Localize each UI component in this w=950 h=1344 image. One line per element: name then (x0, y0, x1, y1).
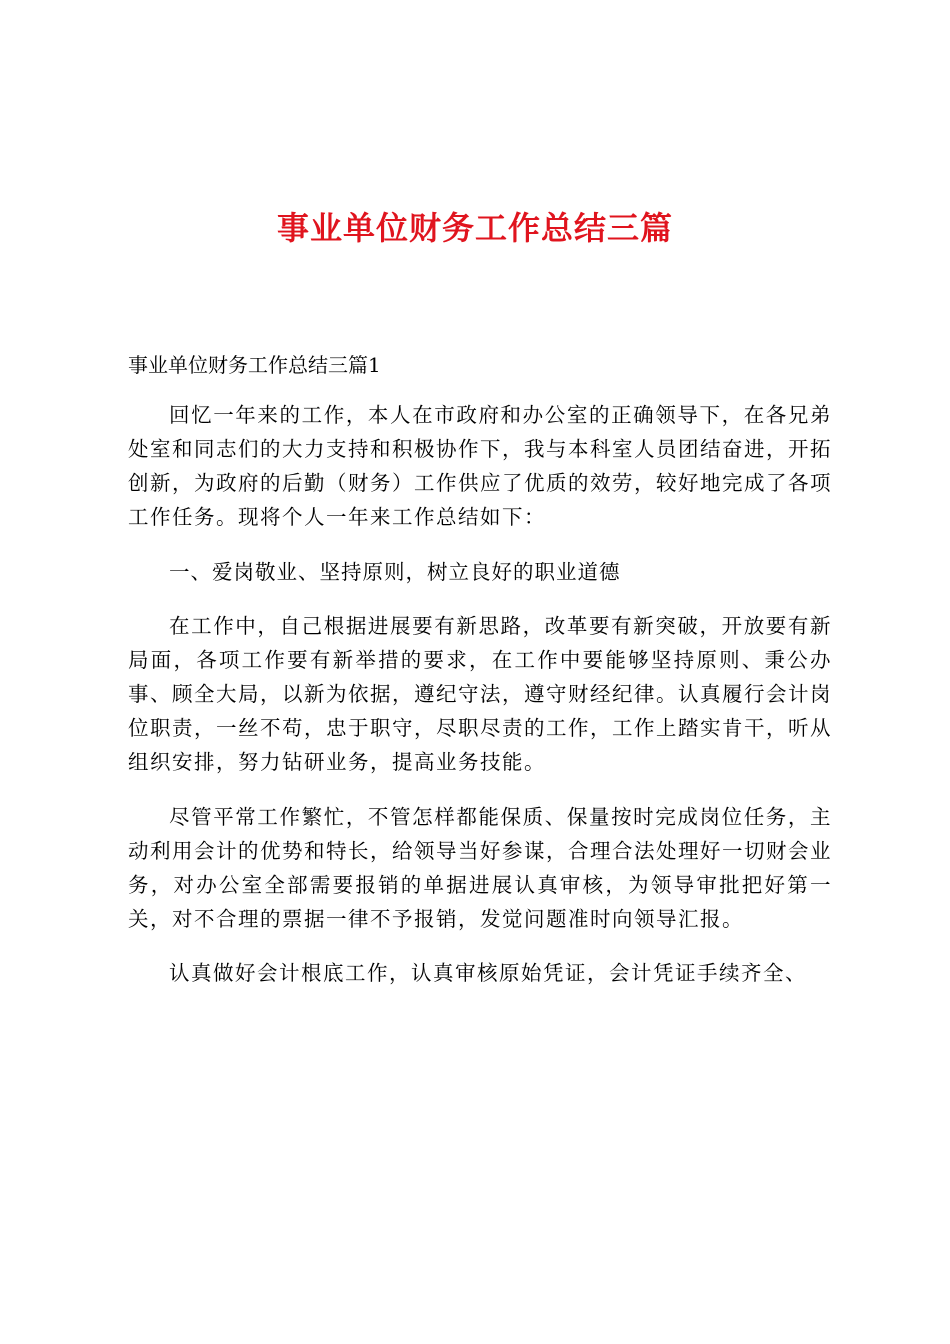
paragraph-intro: 回忆一年来的工作，本人在市政府和办公室的正确领导下，在各兄弟处室和同志们的大力支持和积极协作下，我与本科室人员团结奋进，开拓创新，为政府的后勤（财务）工作供应了优质的效劳，较好地完成了各项工作任务。现将个人一年来工作总结如下： (128, 403, 832, 529)
document-title: 事业单位财务工作总结三篇 (276, 209, 673, 247)
document-body (128, 348, 832, 1004)
paragraph-work-principles: 在工作中，自己根据进展要有新思路，改革要有新突破，开放要有新局面，各项工作要有新举措的要求，在工作中要能够坚持原则、秉公办事、顾全大局，以新为依据，遵纪守法，遵守财经纪律。认真履行会计岗位职责，一丝不苟，忠于职守，尽职尽责的工作，工作上踏实肯干，听从组织安排，努力钻研业务，提高业务技能。 (128, 614, 832, 774)
section-title: 事业单位财务工作总结三篇1 (128, 353, 381, 377)
paragraph-work-tasks: 尽管平常工作繁忙，不管怎样都能保质、保量按时完成岗位任务，主动利用会计的优势和特长，给领导当好参谋，合理合法处理好一切财会业务，对办公室全部需要报销的单据进展认真审核，为领导审批把好第一关，对不合理的票据一律不予报销，发觉问题准时向领导汇报。 (128, 804, 832, 931)
section-heading-1: 一、爱岗敬业、坚持原则，树立良好的职业道德 (169, 559, 621, 584)
paragraph-accounting-basics: 认真做好会计根底工作，认真审核原始凭证，会计凭证手续齐全、 (169, 961, 807, 985)
